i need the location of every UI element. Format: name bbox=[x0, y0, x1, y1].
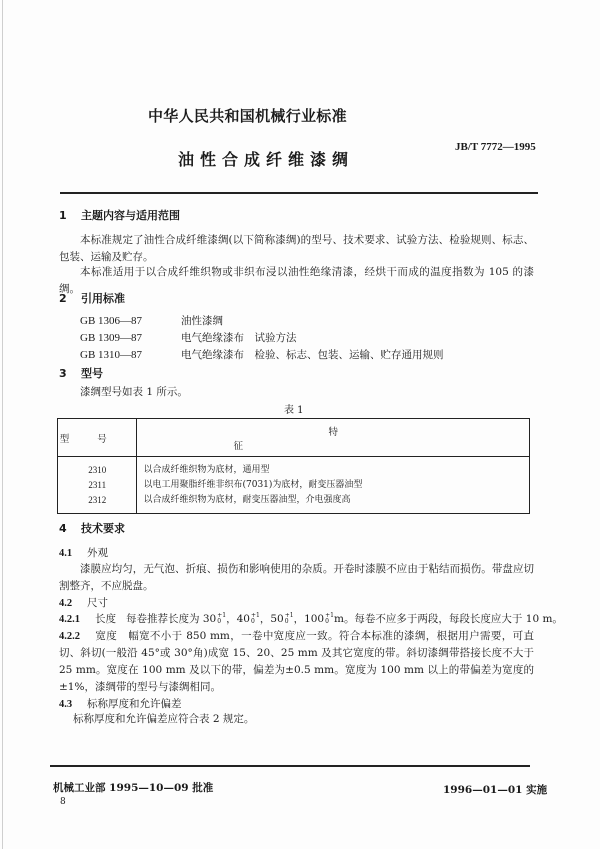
tolerance: +1 0 bbox=[217, 612, 227, 625]
section-3-heading: 3 型号 bbox=[59, 367, 103, 380]
section-4-heading: 4 技术要求 bbox=[59, 522, 125, 535]
footer-divider bbox=[50, 765, 530, 767]
table-row bbox=[58, 457, 530, 514]
tolerance: +1 0 bbox=[250, 612, 260, 625]
model-code: 2311 bbox=[88, 480, 107, 490]
header-divider bbox=[60, 192, 538, 194]
tolerance: +1 0 bbox=[284, 612, 294, 625]
approval-date: 机械工业部 1995—10—09 批准 bbox=[53, 782, 214, 794]
table-1 bbox=[57, 418, 530, 514]
page-number: 8 bbox=[60, 797, 66, 807]
page-edge bbox=[2, 0, 3, 849]
model-feature: 以合成纤维织物为底材，通用型 bbox=[143, 465, 270, 475]
standard-code: JB/T 7772—1995 bbox=[455, 141, 536, 153]
reference-item: GB 1309—87 电气绝缘漆布 试验方法 bbox=[80, 332, 297, 344]
model-code: 2310 bbox=[88, 465, 107, 475]
section-4-2-heading: 4.2 尺寸 bbox=[59, 597, 108, 609]
section-2-heading: 2 引用标准 bbox=[59, 292, 125, 305]
section-1-paragraph-2: 本标准适用于以合成纤维织物或非织布浸以油性绝缘清漆，经烘干而成的温度指数为 105 的漆绸。 bbox=[59, 266, 534, 295]
implementation-date: 1996—01—01 实施 bbox=[443, 784, 548, 796]
table-1-caption: 表 1 bbox=[284, 405, 304, 416]
section-4-3-paragraph: 标称厚度和允许偏差应符合表 2 规定。 bbox=[73, 713, 255, 725]
model-code: 2312 bbox=[88, 495, 107, 505]
section-4-3-heading: 4.3 标称厚度和允许偏差 bbox=[59, 698, 182, 710]
section-1-heading: 1 主题内容与适用范围 bbox=[59, 209, 180, 222]
section-4-2-2-width: 4.2.2 宽度 幅宽不小于 850 mm，一卷中宽度应一致。符合本标准的漆绸，根据用户需要，可直切、斜切(一般沿 45°或 30°角)成宽 15、20、25 mm 及其它宽度的带。斜切漆绸带搭接长度不大于 25 mm。宽度在 100 mm 及以下的带，偏差为±0.5 mm。宽度为 100 mm 以上的带偏差为宽度的±1%，漆绸带的型号与漆绸相同。 bbox=[59, 630, 535, 693]
reference-item: GB 1310—87 电气绝缘漆布 检验、标志、包装、运输、贮存通用规则 bbox=[80, 349, 444, 361]
section-4-1-heading: 4.1 外观 bbox=[59, 547, 108, 559]
section-4-1-paragraph: 漆膜应均匀，无气泡、折痕、损伤和影响使用的杂质。开卷时漆膜不应由于粘结而损伤。带盘应切割整齐，不应脱盘。 bbox=[59, 563, 534, 592]
table-header-feature: 特征 bbox=[137, 419, 530, 457]
reference-item: GB 1306—87 油性漆绸 bbox=[80, 315, 223, 327]
tolerance: +1 0 bbox=[325, 612, 334, 625]
issuing-organization: 中华人民共和国机械行业标准 bbox=[148, 107, 347, 125]
document-title: 油性合成纤维漆绸 bbox=[178, 150, 355, 169]
table-header-model: 型号 bbox=[58, 419, 137, 457]
section-3-paragraph: 漆绸型号如表 1 所示。 bbox=[80, 386, 188, 398]
model-feature: 以电工用聚脂纤维非织布(7031)为底材，耐变压器油型 bbox=[143, 480, 363, 490]
model-feature: 以合成纤维织物为底材，耐变压器油型，介电强度高 bbox=[143, 495, 351, 505]
section-4-2-1-length: 4.2.1 长度 每卷推荐长度为 30+1 0 ，40+1 0 ，50+1 0 ，100+1 0 m。每卷不应多于两段，每段长度应大于 10 m。 bbox=[59, 612, 563, 625]
section-1-paragraph-1: 本标准规定了油性合成纤维漆绸(以下简称漆绸)的型号、技术要求、试验方法、检验规则、标志、包装、运输及贮存。 bbox=[59, 234, 534, 263]
